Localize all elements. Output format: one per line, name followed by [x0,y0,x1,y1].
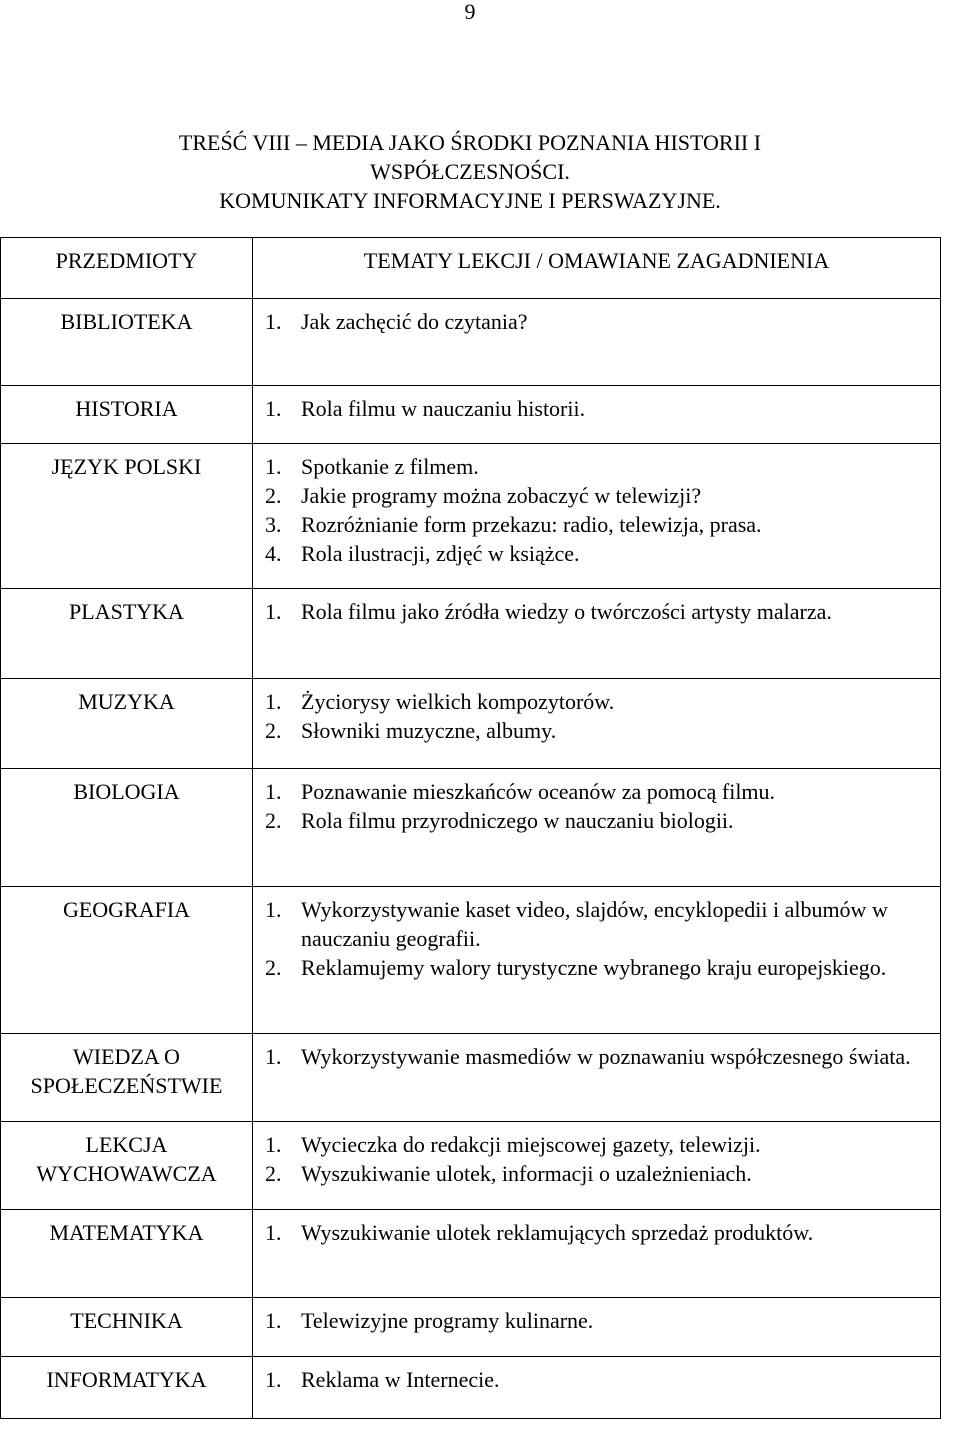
list-item: 1. Wykorzystywanie masmediów w poznawaniu współczesnego świata. [265,1044,911,1069]
subject-cell: WIEDZA O SPOŁECZEŃSTWIE [1,1034,253,1122]
list-item: 1. Rola filmu jako źródła wiedzy o twórczości artysty malarza. [265,599,832,624]
list-item: 1. Życiorysy wielkich kompozytorów. [265,689,615,714]
table-row [1,1122,941,1210]
table-row [1,769,941,887]
topic-list [265,452,936,568]
table-row [1,386,941,444]
page-number: 9 [464,0,476,24]
list-item: 1. Wyszukiwanie ulotek reklamujących sprzedaż produktów. [265,1220,814,1245]
table-row [1,1034,941,1122]
subject-cell: BIBLIOTEKA [1,299,253,386]
topic-list [265,777,936,835]
subject-cell: TECHNIKA [1,1298,253,1357]
topics-cell [253,444,941,589]
list-item: 1. Spotkanie z filmem. [265,454,479,479]
list-item: 1. Wykorzystywanie kaset video, slajdów, encyklopedii i albumów w nauczaniu geografii. [265,897,888,951]
topic-list [265,1130,936,1188]
topics-cell [253,299,941,386]
table-row [1,589,941,679]
table-row [1,679,941,769]
subject-cell: HISTORIA [1,386,253,444]
subject-cell: BIOLOGIA [1,769,253,887]
table-header-row [1,238,941,299]
topics-cell [253,589,941,679]
subject-cell: JĘZYK POLSKI [1,444,253,589]
list-item: 3. Rozróżnianie form przekazu: radio, telewizja, prasa. [265,512,762,537]
list-item: 1. Jak zachęcić do czytania? [265,309,528,334]
topics-cell [253,769,941,887]
header-topics: TEMATY LEKCJI / OMAWIANE ZAGADNIENIA [253,238,941,299]
subject-cell: LEKCJA WYCHOWAWCZA [1,1122,253,1210]
subject-cell: GEOGRAFIA [1,887,253,1034]
topics-cell [253,887,941,1034]
title-line-2: WSPÓŁCZESNOŚCI. [370,159,570,184]
list-item: 2. Słowniki muzyczne, albumy. [265,718,557,743]
topics-cell [253,1357,941,1419]
topic-list [265,1306,936,1335]
table-row [1,299,941,386]
list-item: 1. Telewizyjne programy kulinarne. [265,1308,594,1333]
topics-cell [253,679,941,769]
list-item: 1. Reklama w Internecie. [265,1367,500,1392]
list-item: 2. Rola filmu przyrodniczego w nauczaniu biologii. [265,808,734,833]
list-item: 1. Wycieczka do redakcji miejscowej gazety, telewizji. [265,1132,761,1157]
list-item: 1. Poznawanie mieszkańców oceanów za pomocą filmu. [265,779,776,804]
list-item: 4. Rola ilustracji, zdjęć w książce. [265,541,580,566]
topics-cell [253,1298,941,1357]
curriculum-table [0,237,941,1419]
table-row [1,1298,941,1357]
table-row [1,1210,941,1298]
list-item: 1. Rola filmu w nauczaniu historii. [265,396,586,421]
topics-cell [253,1122,941,1210]
subject-cell: MATEMATYKA [1,1210,253,1298]
topic-list [265,1365,936,1394]
header-subjects: PRZEDMIOTY [1,238,253,299]
table-row [1,444,941,589]
topic-list [265,895,936,982]
subject-cell: MUZYKA [1,679,253,769]
topic-list [265,597,936,626]
topics-cell [253,386,941,444]
list-item: 2. Jakie programy można zobaczyć w telewizji? [265,483,702,508]
topic-list [265,307,936,336]
subject-cell: INFORMATYKA [1,1357,253,1419]
table-row [1,887,941,1034]
topic-list [265,394,936,423]
subject-cell: PLASTYKA [1,589,253,679]
topic-list [265,1218,936,1247]
list-item: 2. Reklamujemy walory turystyczne wybranego kraju europejskiego. [265,955,887,980]
list-item: 2. Wyszukiwanie ulotek, informacji o uzależnieniach. [265,1161,752,1186]
title-line-1: TREŚĆ VIII – MEDIA JAKO ŚRODKI POZNANIA HISTORII I [178,130,762,155]
section-title [0,128,940,215]
topic-list [265,687,936,745]
topic-list [265,1042,936,1071]
topics-cell [253,1034,941,1122]
table-row [1,1357,941,1419]
topics-cell [253,1210,941,1298]
title-line-3: KOMUNIKATY INFORMACYJNE I PERSWAZYJNE. [219,188,721,213]
